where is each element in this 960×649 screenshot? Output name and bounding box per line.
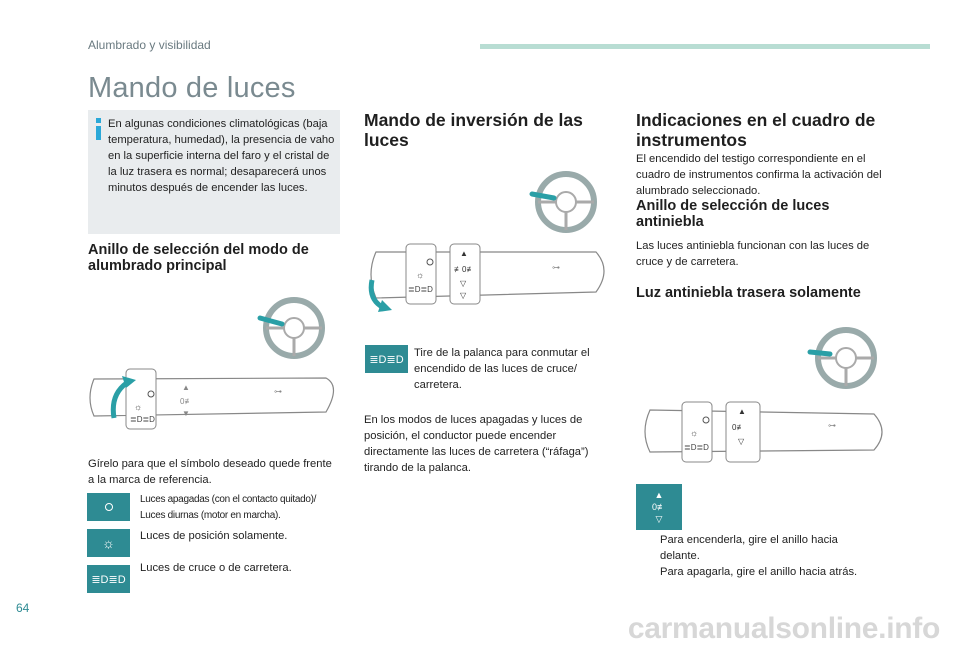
rear-fog-icon: ▲ 0≢ ▽ [636,484,682,530]
legend-text-position: Luces de posición solamente. [140,530,288,542]
bullet-text-on: Para encenderla, gire el anillo hacia delante. [660,534,838,562]
svg-text:▲: ▲ [738,407,746,416]
page-number: 64 [16,601,30,615]
steering-wheel-illustration-3 [800,318,890,398]
col1-instruction: Gírelo para que el símbolo deseado quede frente a la marca de referencia. [88,458,332,486]
col2-paragraph: En los modos de luces apagadas y luces de posición, el conductor puede encender directamente las luces de carretera (“ráfaga”) tirando de la palanca. [364,414,589,474]
section-header: Alumbrado y visibilidad [88,38,211,52]
svg-text:≣D≣D: ≣D≣D [408,285,433,294]
fog-ring-paragraph: Las luces antiniebla funcionan con las luces de cruce y de carretera. [636,240,870,268]
svg-text:⊶: ⊶ [274,387,282,396]
dipped-main-beam-icon-2: ≣D≣D [365,345,408,373]
lights-off-icon [87,493,130,521]
col2-heading: Mando de inversión de las luces [364,110,583,150]
col2-legend-text: Tire de la palanca para conmutar el encendido de las luces de cruce/ carretera. [414,347,590,391]
svg-text:☼: ☼ [134,402,143,412]
svg-text:▽: ▽ [460,279,467,288]
light-stalk-illustration-1 [86,364,344,434]
bullet-list [636,532,892,580]
svg-text:⊶: ⊶ [828,421,836,430]
watermark: carmanualsonline.info [627,612,940,645]
svg-text:▲: ▲ [182,383,190,392]
legend-text-dipped-main: Luces de cruce o de carretera. [140,562,292,574]
svg-text:▽: ▽ [738,437,745,446]
note-text: En algunas condiciones climatológicas (baja temperatura, humedad), la presencia de vaho en la superficie interna del faro y el cristal de la luz trasera es normal; desaparecerá unos minutos después de encender las luces. [108,118,335,194]
bullet-text-off: Para apagarla, gire el anillo hacia atrás. [660,566,858,578]
page-title: Mando de luces [88,72,296,104]
light-stalk-illustration-3 [640,398,892,470]
svg-text:≢0≢: ≢0≢ [454,265,475,274]
position-lights-icon: ☼ [87,529,130,557]
header-bar [480,44,930,49]
svg-text:≣D≣D: ≣D≣D [684,443,709,452]
light-stalk-illustration-2 [364,240,614,320]
info-note [88,110,340,234]
fog-ring-heading: Anillo de selección de luces antiniebla [636,198,830,230]
svg-text:⊶: ⊶ [552,263,560,272]
bullet-icon [636,564,650,580]
col3-heading: Indicaciones en el cuadro de instrumentos [636,110,876,150]
svg-text:0≢: 0≢ [180,397,193,406]
bullet-icon [636,532,650,564]
svg-text:▽: ▽ [460,291,467,300]
svg-text:☼: ☼ [416,270,425,280]
steering-wheel-illustration-1 [252,288,342,368]
svg-text:▲: ▲ [460,249,468,258]
dipped-main-beam-icon: ≣D≣D [87,565,130,593]
legend-text-lights-off: Luces apagadas (con el contacto quitado)/ Luces diurnas (motor en marcha). [140,494,317,521]
col3-paragraph: El encendido del testigo correspondiente en el cuadro de instrumentos confirma la activación del alumbrado seleccionado. [636,153,882,197]
steering-wheel-illustration-2 [520,162,610,242]
bullet-item [636,532,892,564]
svg-text:0≢: 0≢ [732,423,745,432]
info-icon [96,118,101,140]
col1-heading: Anillo de selección del modo de alumbrado principal [88,242,309,274]
rear-fog-heading: Luz antiniebla trasera solamente [636,285,861,301]
bullet-item [636,564,892,580]
svg-text:≣D≣D: ≣D≣D [130,415,155,424]
svg-text:☼: ☼ [690,428,699,438]
svg-text:▼: ▼ [182,409,190,418]
